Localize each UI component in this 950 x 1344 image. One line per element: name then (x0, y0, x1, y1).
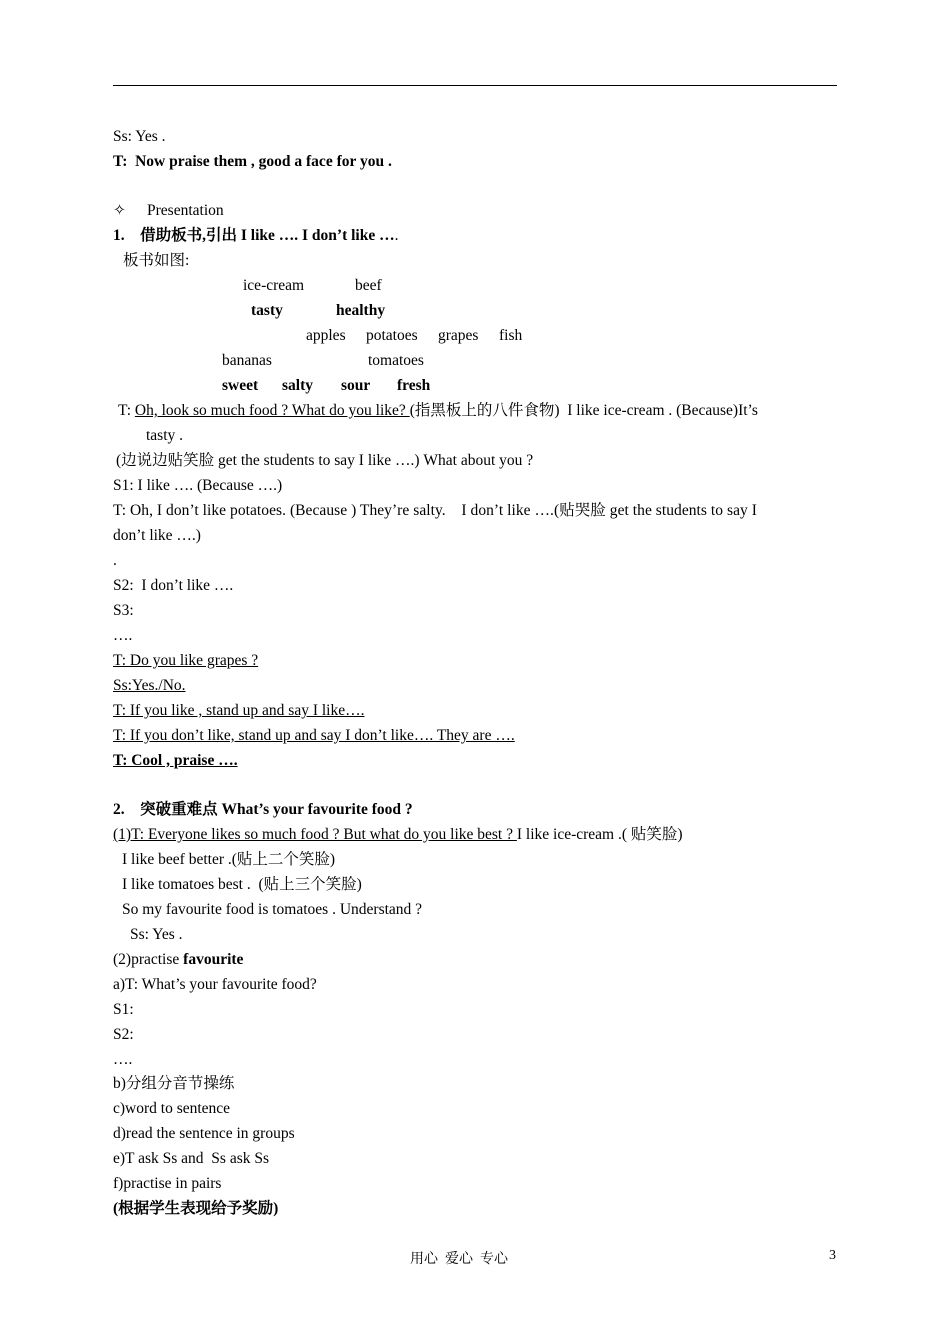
board-word: tasty (251, 302, 283, 319)
dialogue-line: T: Do you like grapes ? (113, 652, 259, 669)
dialogue-line: I like tomatoes best . (贴上三个笑脸) (122, 876, 362, 893)
teacher-line: T: Oh, look so much food ? What do you like? (指黑板上的八件食物) I like ice-cream . (Because)It’s (118, 402, 758, 419)
practise-item: a)T: What’s your favourite food? (113, 976, 317, 993)
dialogue-line: I like beef better .(贴上二个笑脸) (122, 851, 336, 868)
dialogue-line: Ss:Yes./No. (113, 677, 186, 694)
board-word: fish (499, 327, 523, 344)
line-ss-yes: Ss: Yes . (113, 128, 166, 145)
practise-item: b)分组分音节操练 (113, 1075, 235, 1092)
line-praise: T: Now praise them , good a face for you . (113, 153, 392, 170)
board-word: beef (355, 277, 382, 294)
instruction-line: (边说边贴笑脸 get the students to say I like ….) What about you ? (116, 452, 534, 469)
dialogue-line: So my favourite food is tomatoes . Understand ? (122, 901, 423, 918)
dialogue-line: T: If you don’t like, stand up and say I don’t like…. They are …. (113, 727, 515, 744)
ellipsis-line: …. (113, 627, 133, 644)
board-word: bananas (222, 352, 272, 369)
dialogue-line: Ss: Yes . (130, 926, 183, 943)
reward-note: (根据学生表现给予奖励) (113, 1200, 279, 1217)
heading-presentation: Presentation (147, 202, 224, 219)
board-word: fresh (397, 377, 431, 394)
step-2-heading: 2. 突破重难点 What’s your favourite food ? (113, 801, 413, 818)
teacher-line-cont: don’t like ….) (113, 527, 201, 544)
board-word: ice-cream (243, 277, 305, 294)
dialogue-line: T: Cool , praise …. (113, 752, 238, 769)
board-word: sour (341, 377, 371, 394)
teacher-line-cont: tasty . (146, 427, 184, 444)
bullet-icon: ✧ (113, 202, 126, 219)
board-word: healthy (336, 302, 386, 319)
step-1-heading: 1. 借助板书,引出 I like …. I don’t like …. (113, 227, 399, 244)
ellipsis-line: …. (113, 1051, 133, 1068)
board-caption: 板书如图: (123, 252, 190, 269)
board-word: potatoes (366, 327, 418, 344)
page-number: 3 (829, 1248, 836, 1263)
board-word: apples (306, 327, 346, 344)
practise-heading: (2)practise favourite (113, 951, 244, 968)
board-word: salty (282, 377, 313, 394)
practise-item: c)word to sentence (113, 1100, 231, 1117)
practise-item: S2: (113, 1026, 134, 1043)
dot-line: . (113, 552, 117, 569)
board-word: tomatoes (368, 352, 424, 369)
header-rule (113, 85, 837, 86)
student-line: S3: (113, 602, 134, 619)
board-word: grapes (438, 327, 479, 344)
dialogue-line: (1)T: Everyone likes so much food ? But what do you like best ? I like ice-cream .( 贴笑脸) (113, 826, 683, 843)
practise-item: d)read the sentence in groups (113, 1125, 295, 1142)
dialogue-line: T: If you like , stand up and say I like…. (113, 702, 365, 719)
board-word: sweet (222, 377, 259, 394)
practise-item: S1: (113, 1001, 134, 1018)
practise-item: f)practise in pairs (113, 1175, 222, 1192)
teacher-line: T: Oh, I don’t like potatoes. (Because ) They’re salty. I don’t like ….(贴哭脸 get the students to say I (113, 502, 757, 519)
footer-motto: 用心 爱心 专心 (410, 1252, 508, 1267)
student-line: S2: I don’t like …. (113, 577, 234, 594)
student-line: S1: I like …. (Because ….) (113, 477, 283, 494)
practise-item: e)T ask Ss and Ss ask Ss (113, 1150, 270, 1167)
